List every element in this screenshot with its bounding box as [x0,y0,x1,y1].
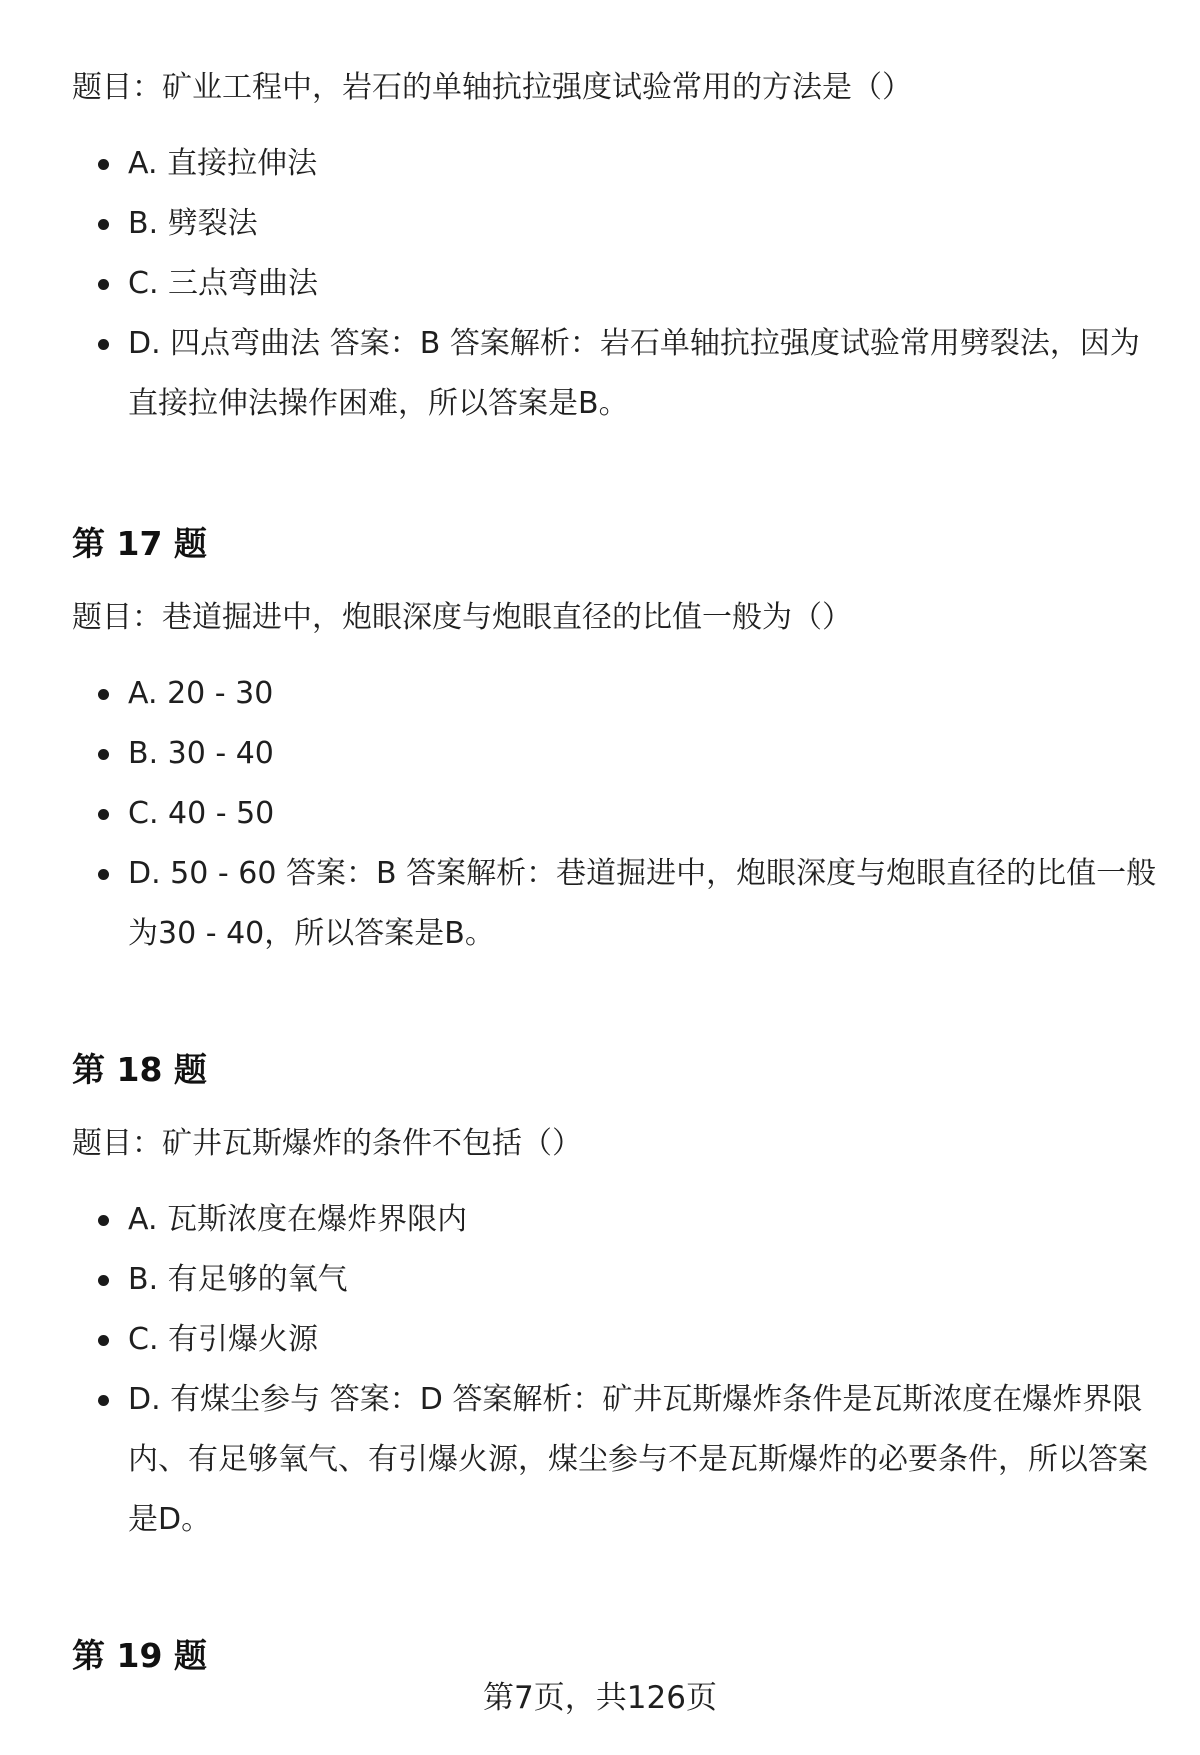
option-item: D. 有煤尘参与 答案：D 答案解析：矿井瓦斯爆炸条件是瓦斯浓度在爆炸界限内、有足够氧气、有引爆火源，煤尘参与不是瓦斯爆炸的必要条件，所以答案是D。 [72,1370,1162,1550]
option-item: C. 40 - 50 [72,784,1162,844]
option-item: C. 三点弯曲法 [72,254,1162,314]
question-block-16 [72,58,1162,434]
option-item: A. 直接拉伸法 [72,134,1162,194]
option-item: A. 20 - 30 [72,664,1162,724]
question-title-17: 第 17 题 [72,524,207,563]
option-item: B. 30 - 40 [72,724,1162,784]
option-list [72,134,1162,434]
option-item: B. 劈裂法 [72,194,1162,254]
question-title-18: 第 18 题 [72,1050,207,1089]
option-item: D. 50 - 60 答案：B 答案解析：巷道掘进中，炮眼深度与炮眼直径的比值一般为30 - 40，所以答案是B。 [72,844,1162,964]
option-item: A. 瓦斯浓度在爆炸界限内 [72,1190,1162,1250]
option-item: B. 有足够的氧气 [72,1250,1162,1310]
page-number-footer: 第7页，共126页 [483,1680,717,1716]
question-block-18 [72,1114,1162,1550]
question-block-17 [72,588,1162,964]
question-text: 题目：矿业工程中，岩石的单轴抗拉强度试验常用的方法是（） [72,70,912,105]
option-item: D. 四点弯曲法 答案：B 答案解析：岩石单轴抗拉强度试验常用劈裂法，因为直接拉伸法操作困难，所以答案是B。 [72,314,1162,434]
option-list [72,1190,1162,1550]
question-text: 题目：巷道掘进中，炮眼深度与炮眼直径的比值一般为（） [72,600,852,635]
option-list [72,664,1162,964]
question-text: 题目：矿井瓦斯爆炸的条件不包括（） [72,1126,582,1161]
question-title-19: 第 19 题 [72,1636,207,1675]
option-item: C. 有引爆火源 [72,1310,1162,1370]
